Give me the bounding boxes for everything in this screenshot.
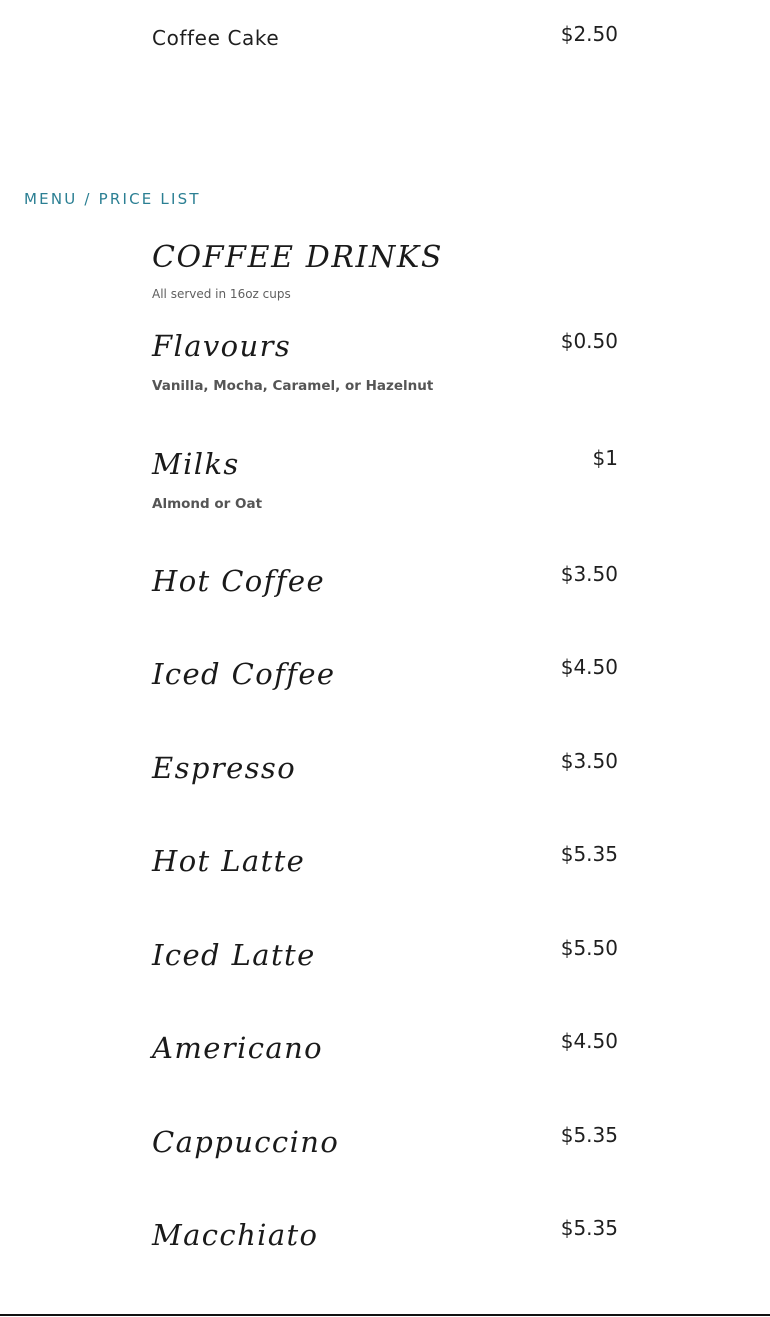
menu-item-name: Americano [152,1031,324,1065]
menu-item-name: Iced Latte [152,938,316,972]
section-label: MENU / PRICE LIST [24,190,201,208]
menu-item-price: $5.35 [560,1216,618,1240]
menu-item-price: $3.50 [560,562,618,586]
menu-item-price: $5.35 [560,842,618,866]
menu-item-name: Hot Coffee [152,564,326,598]
menu-item-name: Milks [152,447,240,481]
menu-item-name: Iced Coffee [152,657,336,691]
menu-item-name: Coffee Cake [152,26,280,50]
menu-item-coffee-cake [152,22,618,56]
menu-item-price: $2.50 [560,22,618,46]
menu-item-price: $5.50 [560,936,618,960]
category-header [152,238,443,301]
bottom-divider [0,1314,770,1316]
menu-item-price: $5.35 [560,1123,618,1147]
menu-item-description: Almond or Oat [152,496,263,512]
menu-item-price: $4.50 [560,655,618,679]
menu-item-name: Espresso [152,751,297,785]
menu-item-price: $1 [592,446,618,470]
menu-item-price: $0.50 [560,329,618,353]
category-note: All served in 16oz cups [152,287,291,301]
menu-item-description: Vanilla, Mocha, Caramel, or Hazelnut [152,378,434,394]
menu-item-name: Flavours [152,329,292,363]
category-title: COFFEE DRINKS [152,240,444,275]
menu-item-price: $4.50 [560,1029,618,1053]
menu-item-name: Macchiato [152,1218,319,1252]
menu-item-name: Cappuccino [152,1125,340,1159]
menu-item-price: $3.50 [560,749,618,773]
menu-item-name: Hot Latte [152,844,306,878]
